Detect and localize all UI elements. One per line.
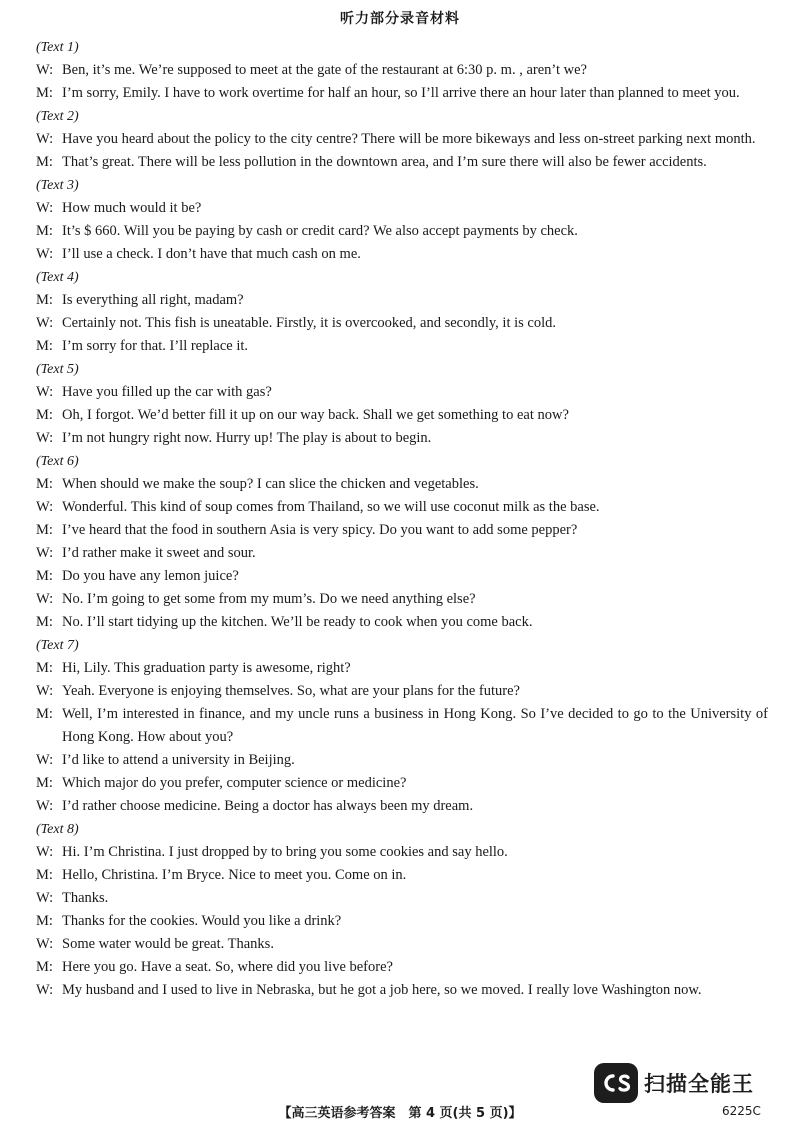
speaker-label: W: — [36, 384, 54, 400]
speaker-label: M: — [36, 775, 53, 791]
dialogue-text: Oh, I forgot. We’d better fill it up on our way back. Shall we get something to eat now? — [62, 407, 569, 423]
text-section-label: (Text 3) — [36, 178, 79, 193]
speaker-label: W: — [36, 315, 54, 331]
dialogue-line — [36, 795, 768, 818]
dialogue-text: I’m sorry, Emily. I have to work overtime for half an hour, so I’ll arrive there an hour later than planned to meet you. — [62, 85, 740, 101]
speaker-label: W: — [36, 200, 54, 216]
dialogue-text: Well, I’m interested in finance, and my uncle runs a business in Hong Kong. So I’ve decided to go to the University of Hong Kong. How about you? — [62, 706, 768, 745]
dialogue-line — [36, 404, 768, 427]
paper-code: 6225C — [722, 1104, 761, 1118]
dialogue-text: Which major do you prefer, computer science or medicine? — [62, 775, 407, 791]
dialogue-text: I’d like to attend a university in Beijing. — [62, 752, 295, 768]
dialogue-line — [36, 128, 768, 151]
dialogue-line — [36, 312, 768, 335]
dialogue-line — [36, 703, 768, 749]
speaker-label: W: — [36, 890, 54, 906]
dialogue-line — [36, 82, 768, 105]
dialogue-text: Have you filled up the car with gas? — [62, 384, 272, 400]
speaker-label: M: — [36, 154, 53, 170]
dialogue-line — [36, 749, 768, 772]
text-section-label: (Text 8) — [36, 822, 79, 837]
dialogue-text: That’s great. There will be less pollution in the downtown area, and I’m sure there will also be fewer accidents. — [62, 154, 707, 170]
dialogue-line — [36, 473, 768, 496]
text-section-label: (Text 6) — [36, 454, 79, 469]
dialogue-line — [36, 335, 768, 358]
speaker-label: M: — [36, 407, 53, 423]
dialogue-line — [36, 59, 768, 82]
dialogue-text: It’s $ 660. Will you be paying by cash or credit card? We also accept payments by check. — [62, 223, 578, 239]
dialogue-text: I’d rather choose medicine. Being a doctor has always been my dream. — [62, 798, 474, 814]
text-section-label: (Text 4) — [36, 270, 79, 285]
speaker-label: W: — [36, 752, 54, 768]
speaker-label: M: — [36, 476, 53, 492]
speaker-label: W: — [36, 844, 54, 860]
speaker-label: M: — [36, 85, 53, 101]
dialogue-text: Wonderful. This kind of soup comes from Thailand, so we will use coconut milk as the base. — [62, 499, 600, 515]
speaker-label: M: — [36, 338, 53, 354]
page-title: 听力部分录音材料 — [340, 11, 460, 27]
dialogue-text: When should we make the soup? I can slice the chicken and vegetables. — [62, 476, 479, 492]
speaker-label: M: — [36, 706, 53, 722]
dialogue-line — [36, 381, 768, 404]
dialogue-line — [36, 657, 768, 680]
speaker-label: W: — [36, 131, 54, 147]
speaker-label: W: — [36, 982, 54, 998]
dialogue-line — [36, 427, 768, 450]
dialogue-text: Certainly not. This fish is uneatable. Firstly, it is overcooked, and secondly, it is cold. — [62, 315, 556, 331]
dialogue-line — [36, 864, 768, 887]
speaker-label: M: — [36, 867, 53, 883]
speaker-label: W: — [36, 430, 54, 446]
dialogue-line — [36, 289, 768, 312]
dialogue-text: I’m not hungry right now. Hurry up! The play is about to begin. — [62, 430, 432, 446]
dialogue-text: Is everything all right, madam? — [62, 292, 244, 308]
speaker-label: M: — [36, 913, 53, 929]
speaker-label: M: — [36, 959, 53, 975]
speaker-label: M: — [36, 614, 53, 630]
dialogue-line — [36, 220, 768, 243]
dialogue-line — [36, 680, 768, 703]
dialogue-text: I’d rather make it sweet and sour. — [62, 545, 256, 561]
dialogue-text: I’m sorry for that. I’ll replace it. — [62, 338, 249, 354]
watermark-text: 扫描全能王 — [644, 1072, 754, 1096]
dialogue-line — [36, 588, 768, 611]
dialogue-text: Hi. I’m Christina. I just dropped by to bring you some cookies and say hello. — [62, 844, 508, 860]
dialogue-text: Thanks for the cookies. Would you like a drink? — [62, 913, 342, 929]
dialogue-text: How much would it be? — [62, 200, 202, 216]
speaker-label: M: — [36, 223, 53, 239]
camscanner-watermark — [594, 1061, 754, 1105]
dialogue-text: Yeah. Everyone is enjoying themselves. So, what are your plans for the future? — [62, 683, 520, 699]
text-section-label: (Text 2) — [36, 109, 79, 124]
dialogue-line — [36, 151, 768, 174]
speaker-label: W: — [36, 545, 54, 561]
text-section-label: (Text 5) — [36, 362, 79, 377]
dialogue-text: No. I’ll start tidying up the kitchen. We’ll be ready to cook when you come back. — [62, 614, 533, 630]
dialogue-line — [36, 887, 768, 910]
dialogue-line — [36, 519, 768, 542]
dialogue-text: Have you heard about the policy to the city centre? There will be more bikeways and less on-street parking next month. — [62, 131, 756, 147]
speaker-label: W: — [36, 62, 54, 78]
dialogue-line — [36, 496, 768, 519]
speaker-label: W: — [36, 936, 54, 952]
dialogue-line — [36, 979, 768, 1002]
speaker-label: W: — [36, 499, 54, 515]
dialogue-line — [36, 243, 768, 266]
speaker-label: M: — [36, 292, 53, 308]
dialogue-text: My husband and I used to live in Nebraska, but he got a job here, so we moved. I really love Washington now. — [62, 982, 702, 998]
speaker-label: W: — [36, 591, 54, 607]
dialogue-text: Ben, it’s me. We’re supposed to meet at the gate of the restaurant at 6:30 p. m. , aren’t we? — [62, 62, 587, 78]
dialogue-line — [36, 772, 768, 795]
speaker-label: W: — [36, 683, 54, 699]
dialogue-line — [36, 542, 768, 565]
dialogue-text: Thanks. — [62, 890, 109, 906]
dialogue-line — [36, 197, 768, 220]
dialogue-text: I’ve heard that the food in southern Asia is very spicy. Do you want to add some pepper? — [62, 522, 578, 538]
speaker-label: W: — [36, 798, 54, 814]
dialogue-line — [36, 841, 768, 864]
dialogue-text: Some water would be great. Thanks. — [62, 936, 274, 952]
transcript — [36, 36, 768, 1002]
page-footer: 【高三英语参考答案 第 4 页(共 5 页)】 — [278, 1106, 522, 1121]
dialogue-line — [36, 933, 768, 956]
dialogue-text: Hello, Christina. I’m Bryce. Nice to meet you. Come on in. — [62, 867, 407, 883]
speaker-label: W: — [36, 246, 54, 262]
dialogue-text: Hi, Lily. This graduation party is awesome, right? — [62, 660, 351, 676]
dialogue-text: I’ll use a check. I don’t have that much cash on me. — [62, 246, 361, 262]
speaker-label: M: — [36, 522, 53, 538]
text-section-label: (Text 7) — [36, 638, 79, 653]
dialogue-line — [36, 956, 768, 979]
cs-logo-glyph — [599, 1072, 633, 1094]
dialogue-line — [36, 611, 768, 634]
dialogue-text: Here you go. Have a seat. So, where did you live before? — [62, 959, 393, 975]
camscanner-logo-icon — [594, 1063, 638, 1103]
dialogue-line — [36, 565, 768, 588]
text-section-label: (Text 1) — [36, 40, 79, 55]
dialogue-line — [36, 910, 768, 933]
speaker-label: M: — [36, 660, 53, 676]
speaker-label: M: — [36, 568, 53, 584]
dialogue-text: Do you have any lemon juice? — [62, 568, 239, 584]
dialogue-text: No. I’m going to get some from my mum’s. Do we need anything else? — [62, 591, 476, 607]
